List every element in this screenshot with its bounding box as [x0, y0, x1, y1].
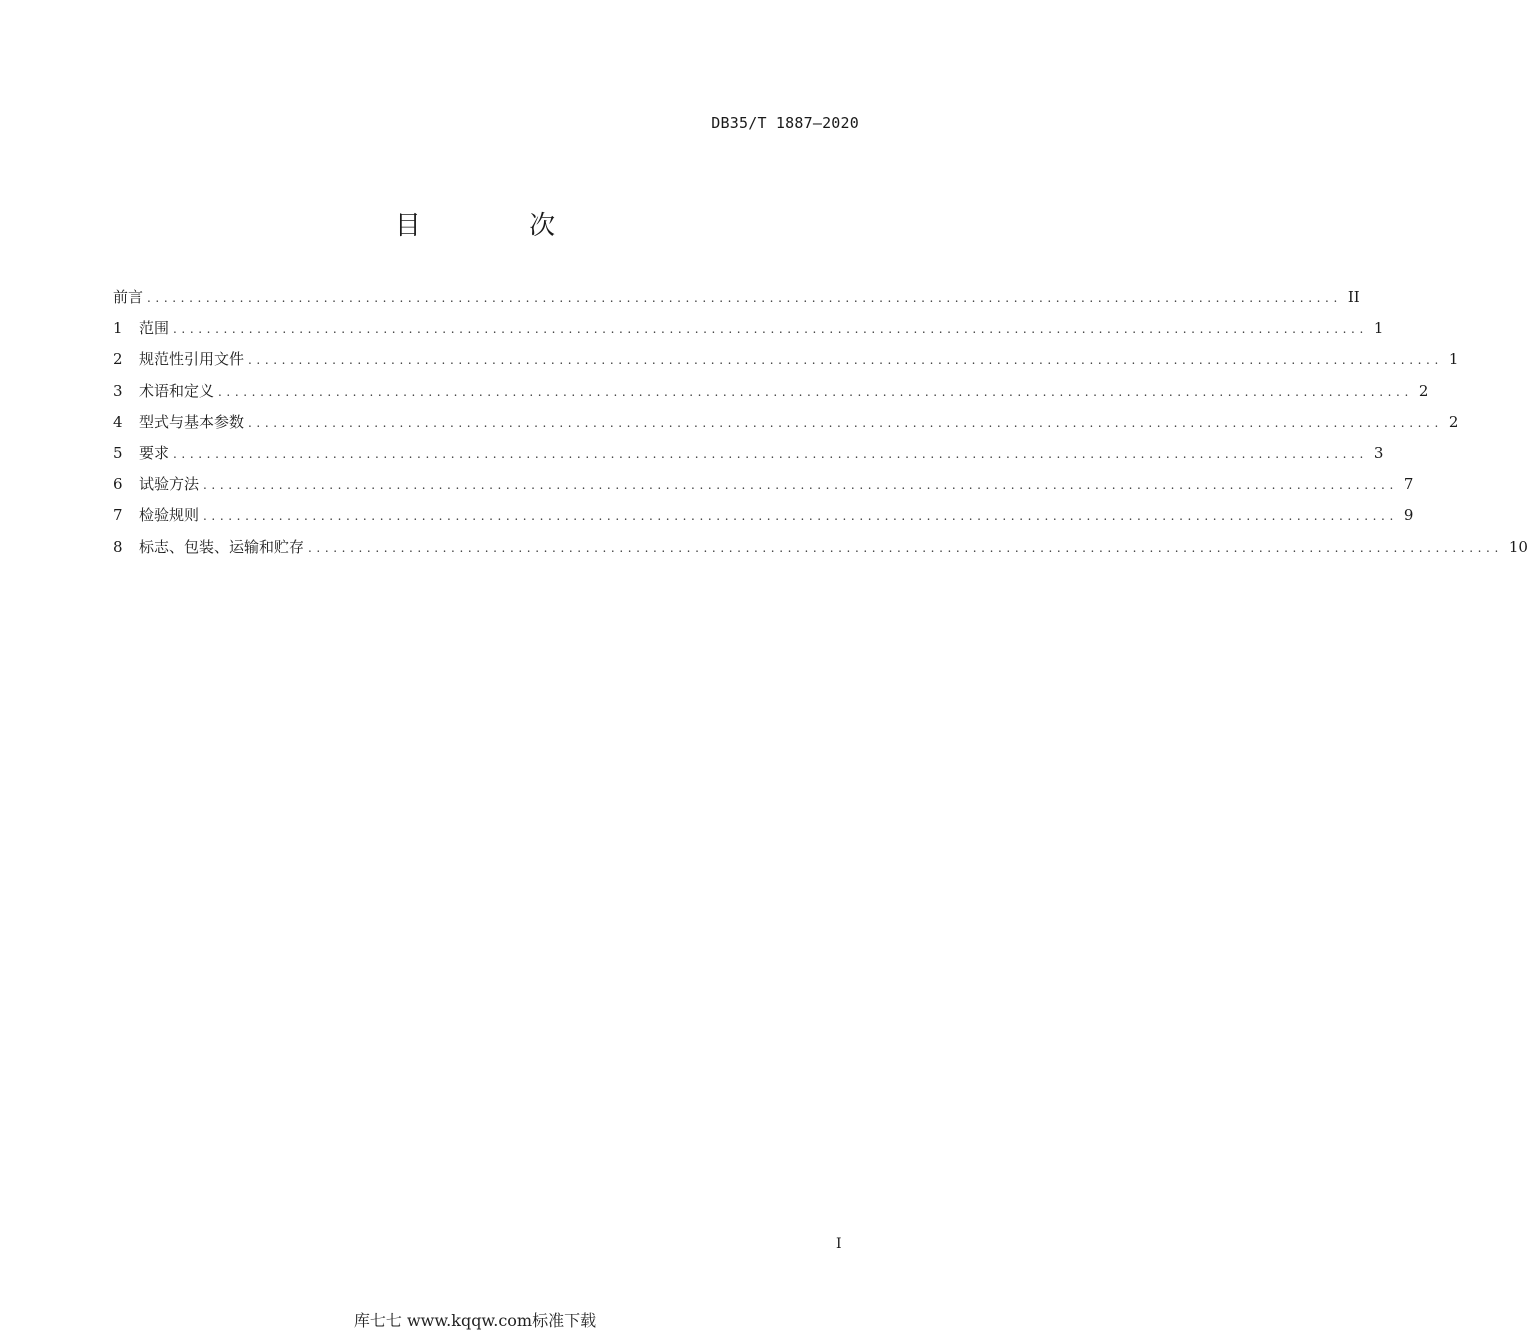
toc-entry-page: 3	[1373, 443, 1384, 462]
toc-entry-2[interactable]	[113, 348, 1459, 379]
toc-entry-number: 2	[113, 350, 123, 369]
toc-entry-number: 4	[113, 412, 123, 431]
toc-entry-page: 2	[1418, 381, 1429, 400]
toc-entry-title: 范围	[139, 319, 170, 338]
toc-entry-title: 试验方法	[139, 475, 200, 494]
toc-leader-dots: ..............................................................................................................................................	[147, 291, 1342, 305]
toc-leader-dots: ..............................................................................................................................................	[248, 353, 1443, 368]
toc-entry-page: II	[1347, 288, 1360, 306]
toc-entry-title: 型式与基本参数	[139, 412, 245, 431]
toc-entry-5[interactable]	[113, 442, 1384, 473]
toc-entry-title: 规范性引用文件	[139, 350, 245, 369]
toc-entry-title: 检验规则	[139, 506, 200, 525]
toc-entry-page: 2	[1448, 412, 1459, 431]
toc-entry-page: 1	[1448, 350, 1459, 369]
standard-code: DB35/T 1887—2020	[711, 114, 859, 132]
toc-entry-title: 标志、包装、运输和贮存	[139, 537, 305, 556]
toc-leader-dots: ..............................................................................................................................................	[173, 322, 1368, 337]
toc-entry-page: 10	[1508, 537, 1528, 556]
toc-entry-number: 3	[113, 381, 123, 400]
page-title: 目 次	[394, 211, 606, 241]
page-number: I	[836, 1236, 842, 1252]
toc-entry-7[interactable]	[113, 504, 1414, 535]
toc-entry-number: 7	[113, 506, 123, 525]
toc-entry-page: 9	[1403, 506, 1414, 525]
toc-entry-number: 6	[113, 475, 123, 494]
toc-leader-dots: ..............................................................................................................................................	[218, 384, 1413, 399]
toc-entry-title: 术语和定义	[139, 381, 215, 400]
toc-leader-dots: ..............................................................................................................................................	[173, 446, 1368, 461]
toc-entry-number: 5	[113, 443, 123, 462]
toc-entry-number: 8	[113, 537, 123, 556]
toc-entry-title: 前言	[113, 288, 144, 306]
toc-entry-8[interactable]	[113, 536, 1528, 567]
toc-entry-page: 7	[1403, 475, 1414, 494]
toc-leader-dots: ..............................................................................................................................................	[248, 415, 1443, 430]
table-of-contents	[113, 286, 1528, 567]
toc-entry-3[interactable]	[113, 380, 1429, 411]
watermark-text: 库七七 www.kqqw.com标准下载	[353, 1311, 597, 1330]
toc-entry-page: 1	[1373, 319, 1384, 338]
toc-leader-dots: ..............................................................................................................................................	[308, 540, 1503, 555]
toc-entry-title: 要求	[139, 443, 170, 462]
toc-entry-foreword[interactable]	[113, 286, 1360, 317]
toc-entry-4[interactable]	[113, 411, 1459, 442]
toc-entry-1[interactable]	[113, 317, 1384, 348]
toc-entry-number: 1	[113, 319, 123, 338]
toc-leader-dots: ..............................................................................................................................................	[203, 478, 1398, 493]
toc-leader-dots: ..............................................................................................................................................	[203, 509, 1398, 524]
toc-entry-6[interactable]	[113, 473, 1414, 504]
